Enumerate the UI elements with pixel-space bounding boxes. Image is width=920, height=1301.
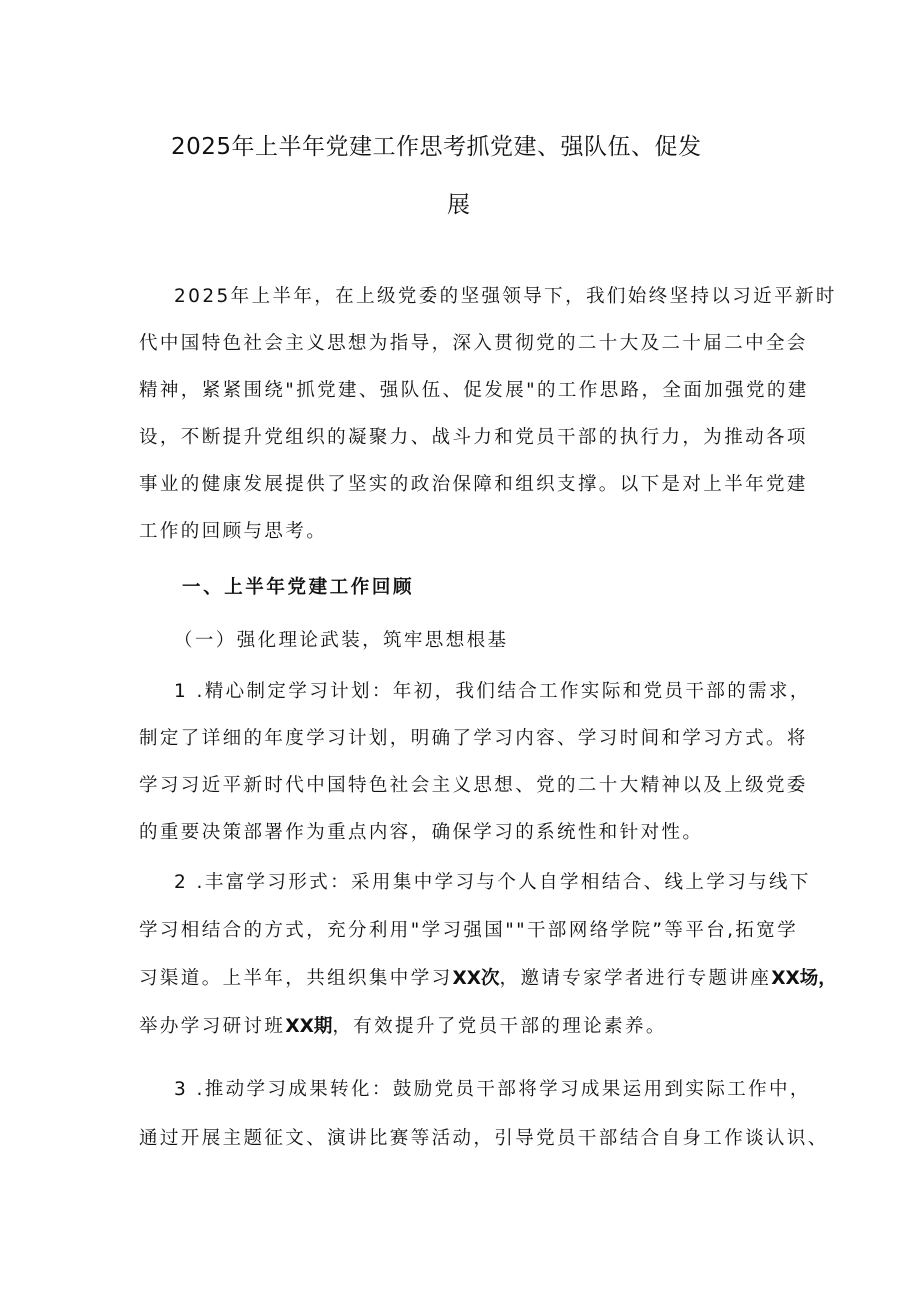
item2-line-3-text-c: ，邀请专家学者进行专题讲座	[499, 968, 772, 989]
item2-line-2: 学习相结合的方式，充分利用"学习强国""干部网络学院”等平台,拓宽学	[139, 920, 799, 941]
item1-line-3: 学习习近平新时代中国特色社会主义思想、党的二十大精神以及上级党委	[139, 775, 808, 796]
item1-line-2: 制定了详细的年度学习计划，明确了学习内容、学习时间和学习方式。将	[139, 728, 808, 749]
item2-line-4-text-a: 举办学习研讨班	[139, 1016, 286, 1037]
item2-line-4-text-c: ，有效提升了党员干部的理论素养。	[332, 1016, 667, 1037]
intro-line-4: 设，不断提升党组织的凝聚力、战斗力和党员干部的执行力，为推动各项	[139, 427, 808, 448]
document-title-line-2: 展	[447, 192, 471, 218]
intro-line-6: 工作的回顾与思考。	[139, 521, 328, 542]
item2-count-seminars: XX期	[285, 1016, 333, 1037]
subsection-heading: （一）强化理论武装，筑牢思想根基	[174, 630, 509, 651]
section-heading: 一、上半年党建工作回顾	[182, 577, 415, 598]
item2-count-study: XX次	[452, 968, 500, 989]
item2-line-3	[139, 964, 837, 990]
intro-line-2: 代中国特色社会主义思想为指导，深入贯彻党的二十大及二十届二中全会	[139, 333, 808, 354]
intro-line-5: 事业的健康发展提供了坚实的政治保障和组织支撑。以下是对上半年党建	[139, 474, 808, 495]
intro-line-3: 精神，紧紧围绕"抓党建、强队伍、促发展"的工作思路，全面加强党的建	[139, 380, 809, 401]
item2-line-3-text-a: 习渠道。上半年，共组织集中学习	[139, 968, 453, 989]
item1-line-4: 的重要决策部署作为重点内容，确保学习的系统性和针对性。	[139, 822, 704, 843]
item1-line-1: 1 .精心制定学习计划：年初，我们结合工作实际和党员干部的需求，	[174, 681, 811, 702]
item3-line-1: 3 .推动学习成果转化：鼓励党员干部将学习成果运用到实际工作中，	[174, 1079, 811, 1100]
intro-line-1: 2025年上半年，在上级党委的坚强领导下，我们始终坚持以习近平新时	[174, 286, 837, 307]
item2-line-1: 2 .丰富学习形式：采用集中学习与个人自学相结合、线上学习与线下	[174, 872, 811, 893]
item2-count-lectures: XX场	[771, 968, 819, 989]
item3-line-2: 通过开展主题征文、演讲比赛等活动，引导党员干部结合自身工作谈认识、	[139, 1128, 829, 1149]
item2-line-4	[139, 1012, 667, 1038]
item2-line-3-text-e: ，	[818, 968, 837, 989]
document-title-line-1: 2025年上半年党建工作思考抓党建、强队伍、促发	[171, 134, 702, 160]
